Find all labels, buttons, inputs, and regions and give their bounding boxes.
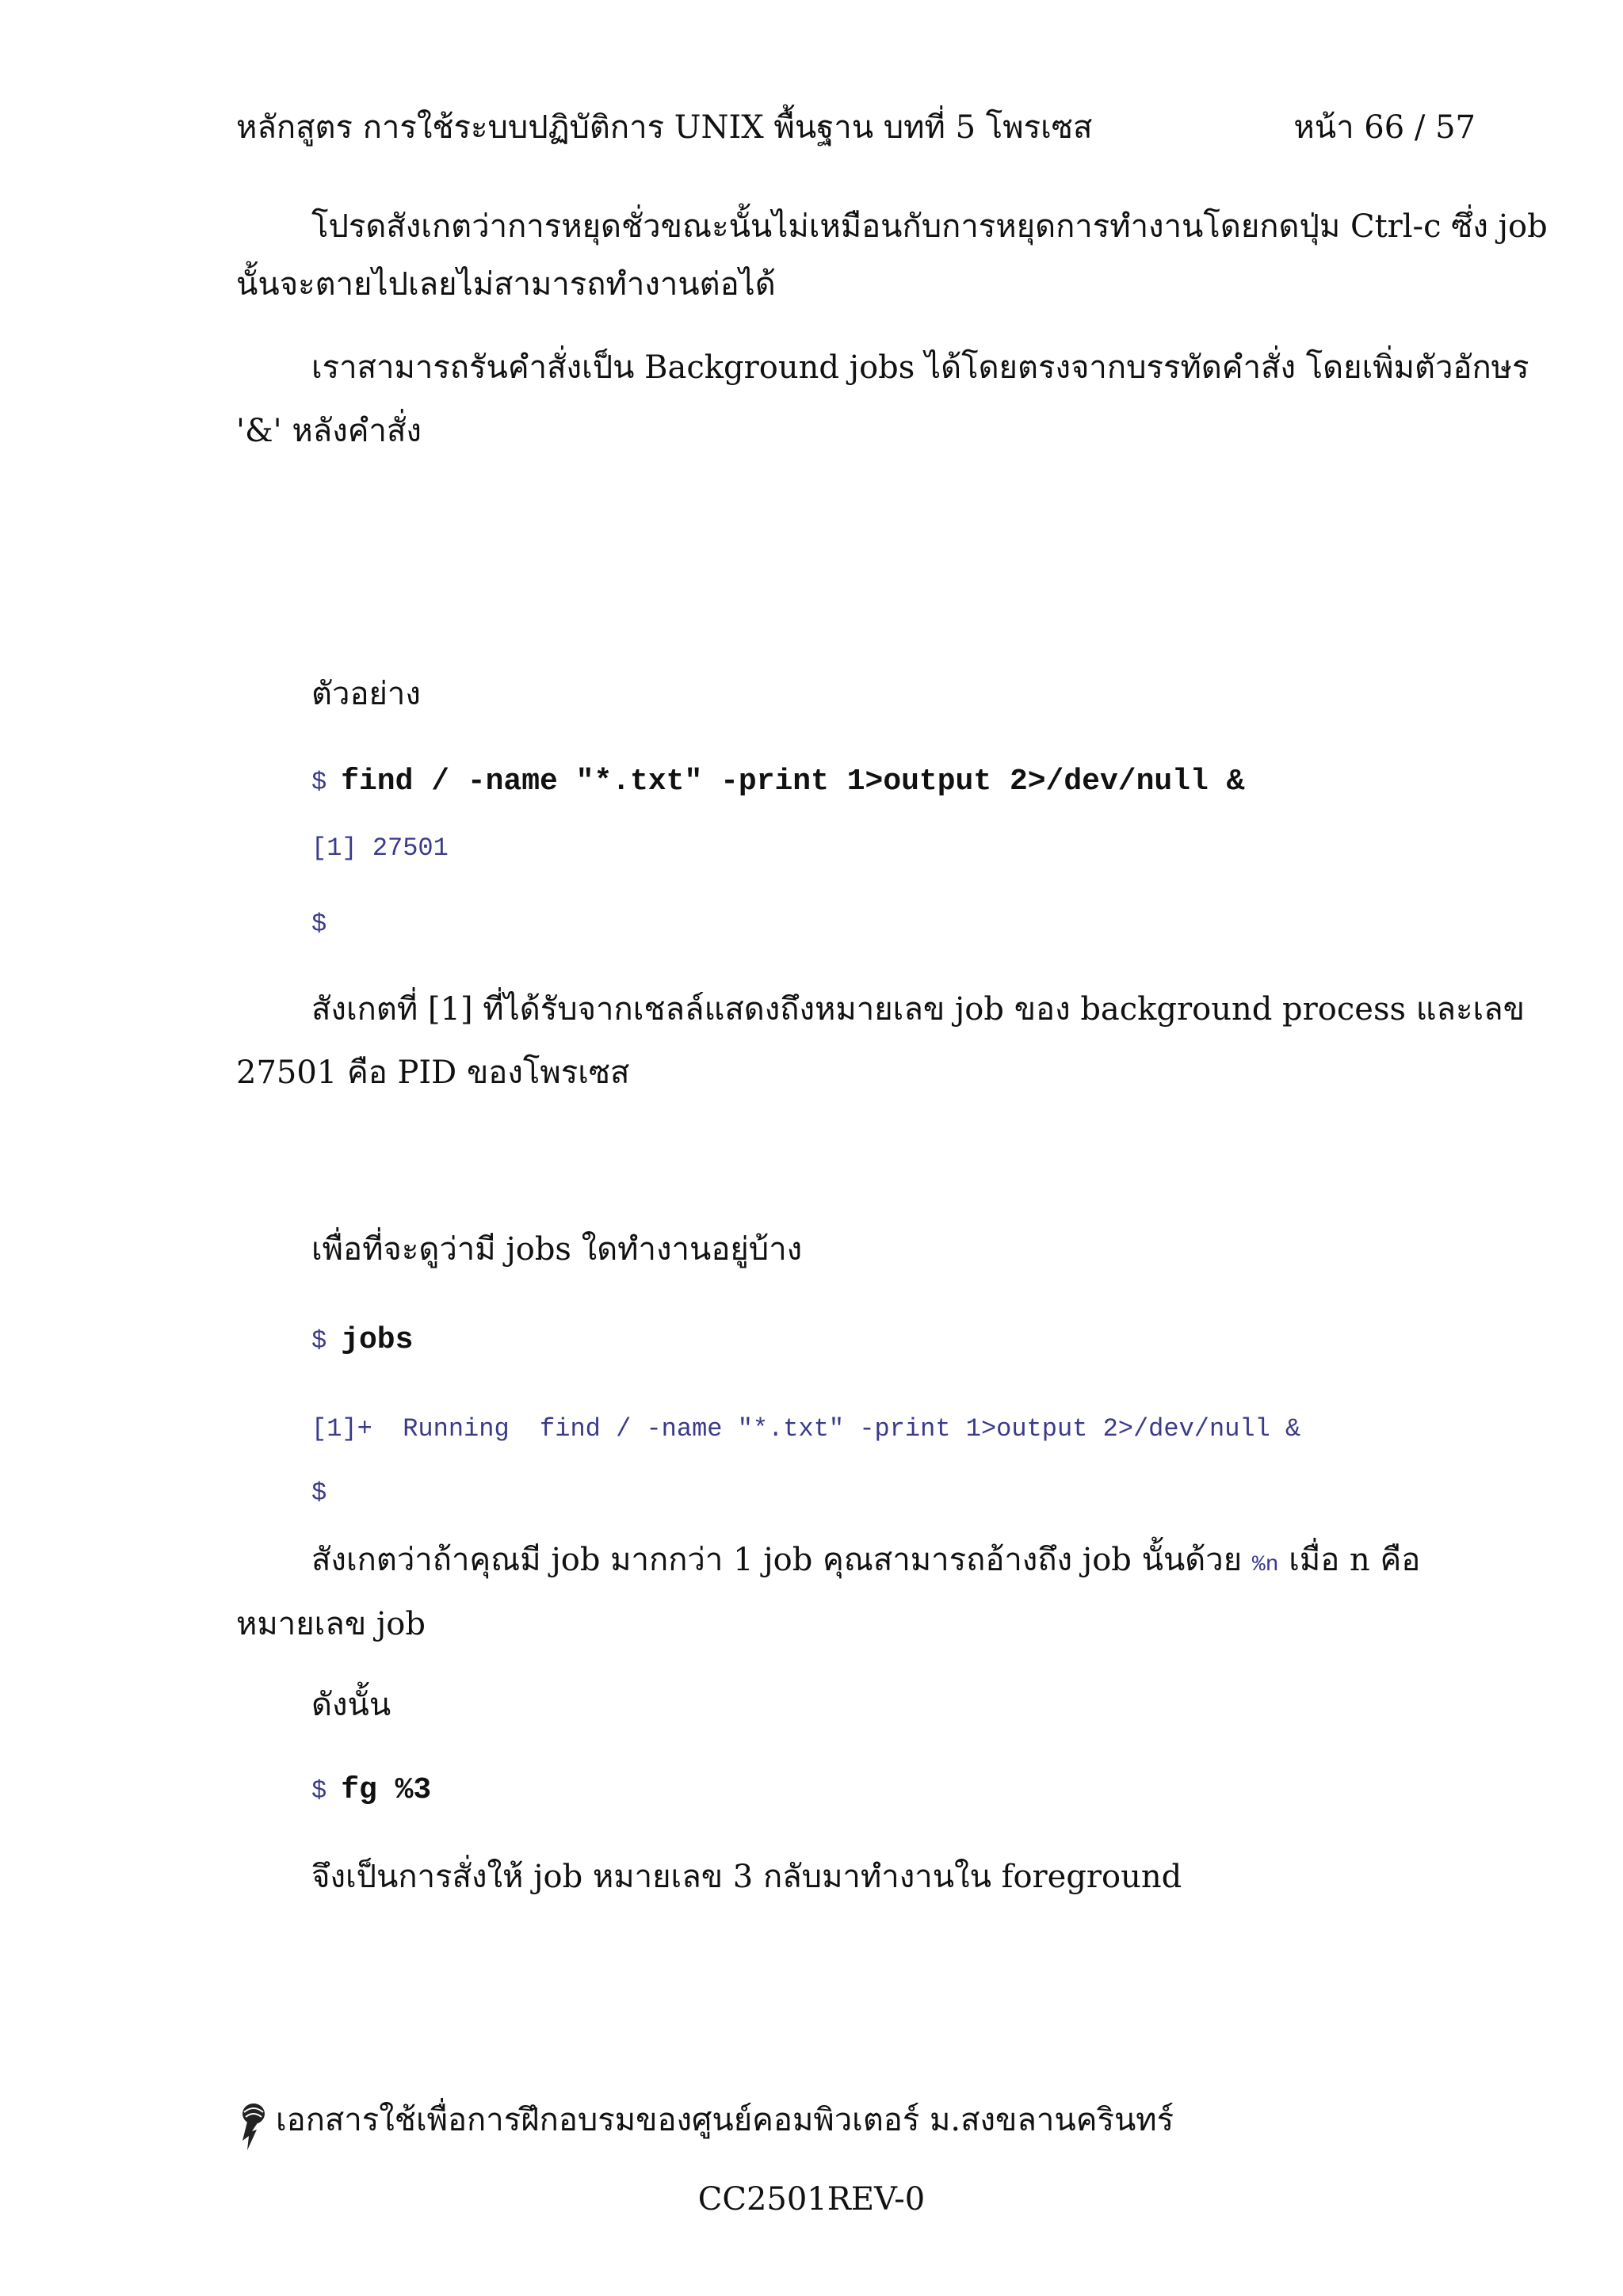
paragraph-2-line-1: เราสามารถรันคำสั่งเป็น Background jobs ได้โดยตรงจากบรรทัดคำสั่ง โดยเพิ่มตัวอักษร xyxy=(311,349,1529,386)
paragraph-5-text-a: สังเกตว่าถ้าคุณมี job มากกว่า 1 job คุณสามารถอ้างถึง job นั้นด้วย xyxy=(311,1542,1243,1578)
page-number: หน้า 66 / 57 xyxy=(1293,109,1476,146)
command-line-2 xyxy=(311,1323,413,1357)
shell-prompt: $ xyxy=(311,910,327,939)
shell-prompt: $ xyxy=(311,1776,327,1806)
paragraph-2-line-2: '&' หลังคำสั่ง xyxy=(236,413,422,449)
shell-prompt: $ xyxy=(311,1478,327,1508)
command-fg: fg %3 xyxy=(341,1773,432,1807)
paragraph-4: เพื่อที่จะดูว่ามี jobs ใดทำงานอยู่บ้าง xyxy=(311,1231,803,1268)
shell-prompt: $ xyxy=(311,768,327,797)
job-reference-code: %n xyxy=(1251,1553,1279,1577)
paragraph-3-line-1: สังเกตที่ [1] ที่ได้รับจากเชลล์แสดงถึงหมายเลข job ของ background process และเลข xyxy=(311,991,1526,1028)
university-crest-icon xyxy=(236,2101,269,2152)
document-code: CC2501REV-0 xyxy=(697,2181,926,2218)
command-output-2: [1]+ Running find / -name "*.txt" -print 1>output 2>/dev/null & xyxy=(311,1414,1301,1444)
paragraph-6: ดังนั้น xyxy=(311,1687,391,1723)
paragraph-7: จึงเป็นการสั่งให้ job หมายเลข 3 กลับมาทำงานใน foreground xyxy=(311,1859,1182,1895)
command-line-3 xyxy=(311,1773,431,1807)
footer-text: เอกสารใช้เพื่อการฝึกอบรมของศูนย์คอมพิวเตอร์ ม.สงขลานครินทร์ xyxy=(276,2102,1174,2138)
paragraph-5-line-2: หมายเลข job xyxy=(236,1606,426,1642)
command-line-1 xyxy=(311,765,1244,799)
paragraph-5-text-b: เมื่อ n คือ xyxy=(1289,1542,1421,1578)
example-label: ตัวอย่าง xyxy=(311,676,421,712)
command-find: find / -name "*.txt" -print 1>output 2>/dev/null & xyxy=(341,765,1245,799)
paragraph-1-line-2: นั้นจะตายไปเลยไม่สามารถทำงานต่อได้ xyxy=(236,266,776,303)
paragraph-5-line-1 xyxy=(311,1541,1420,1579)
header-title: หลักสูตร การใช้ระบบปฏิบัติการ UNIX พื้นฐาน บทที่ 5 โพรเซส xyxy=(236,109,1093,146)
paragraph-1-line-1: โปรดสังเกตว่าการหยุดชั่วขณะนั้นไม่เหมือนกับการหยุดการทำงานโดยกดปุ่ม Ctrl-c ซึ่ง job xyxy=(311,208,1548,245)
paragraph-3-line-2: 27501 คือ PID ของโพรเซส xyxy=(236,1055,630,1091)
command-jobs: jobs xyxy=(341,1323,414,1357)
shell-prompt: $ xyxy=(311,1326,327,1356)
command-output-1: [1] 27501 xyxy=(311,833,449,863)
